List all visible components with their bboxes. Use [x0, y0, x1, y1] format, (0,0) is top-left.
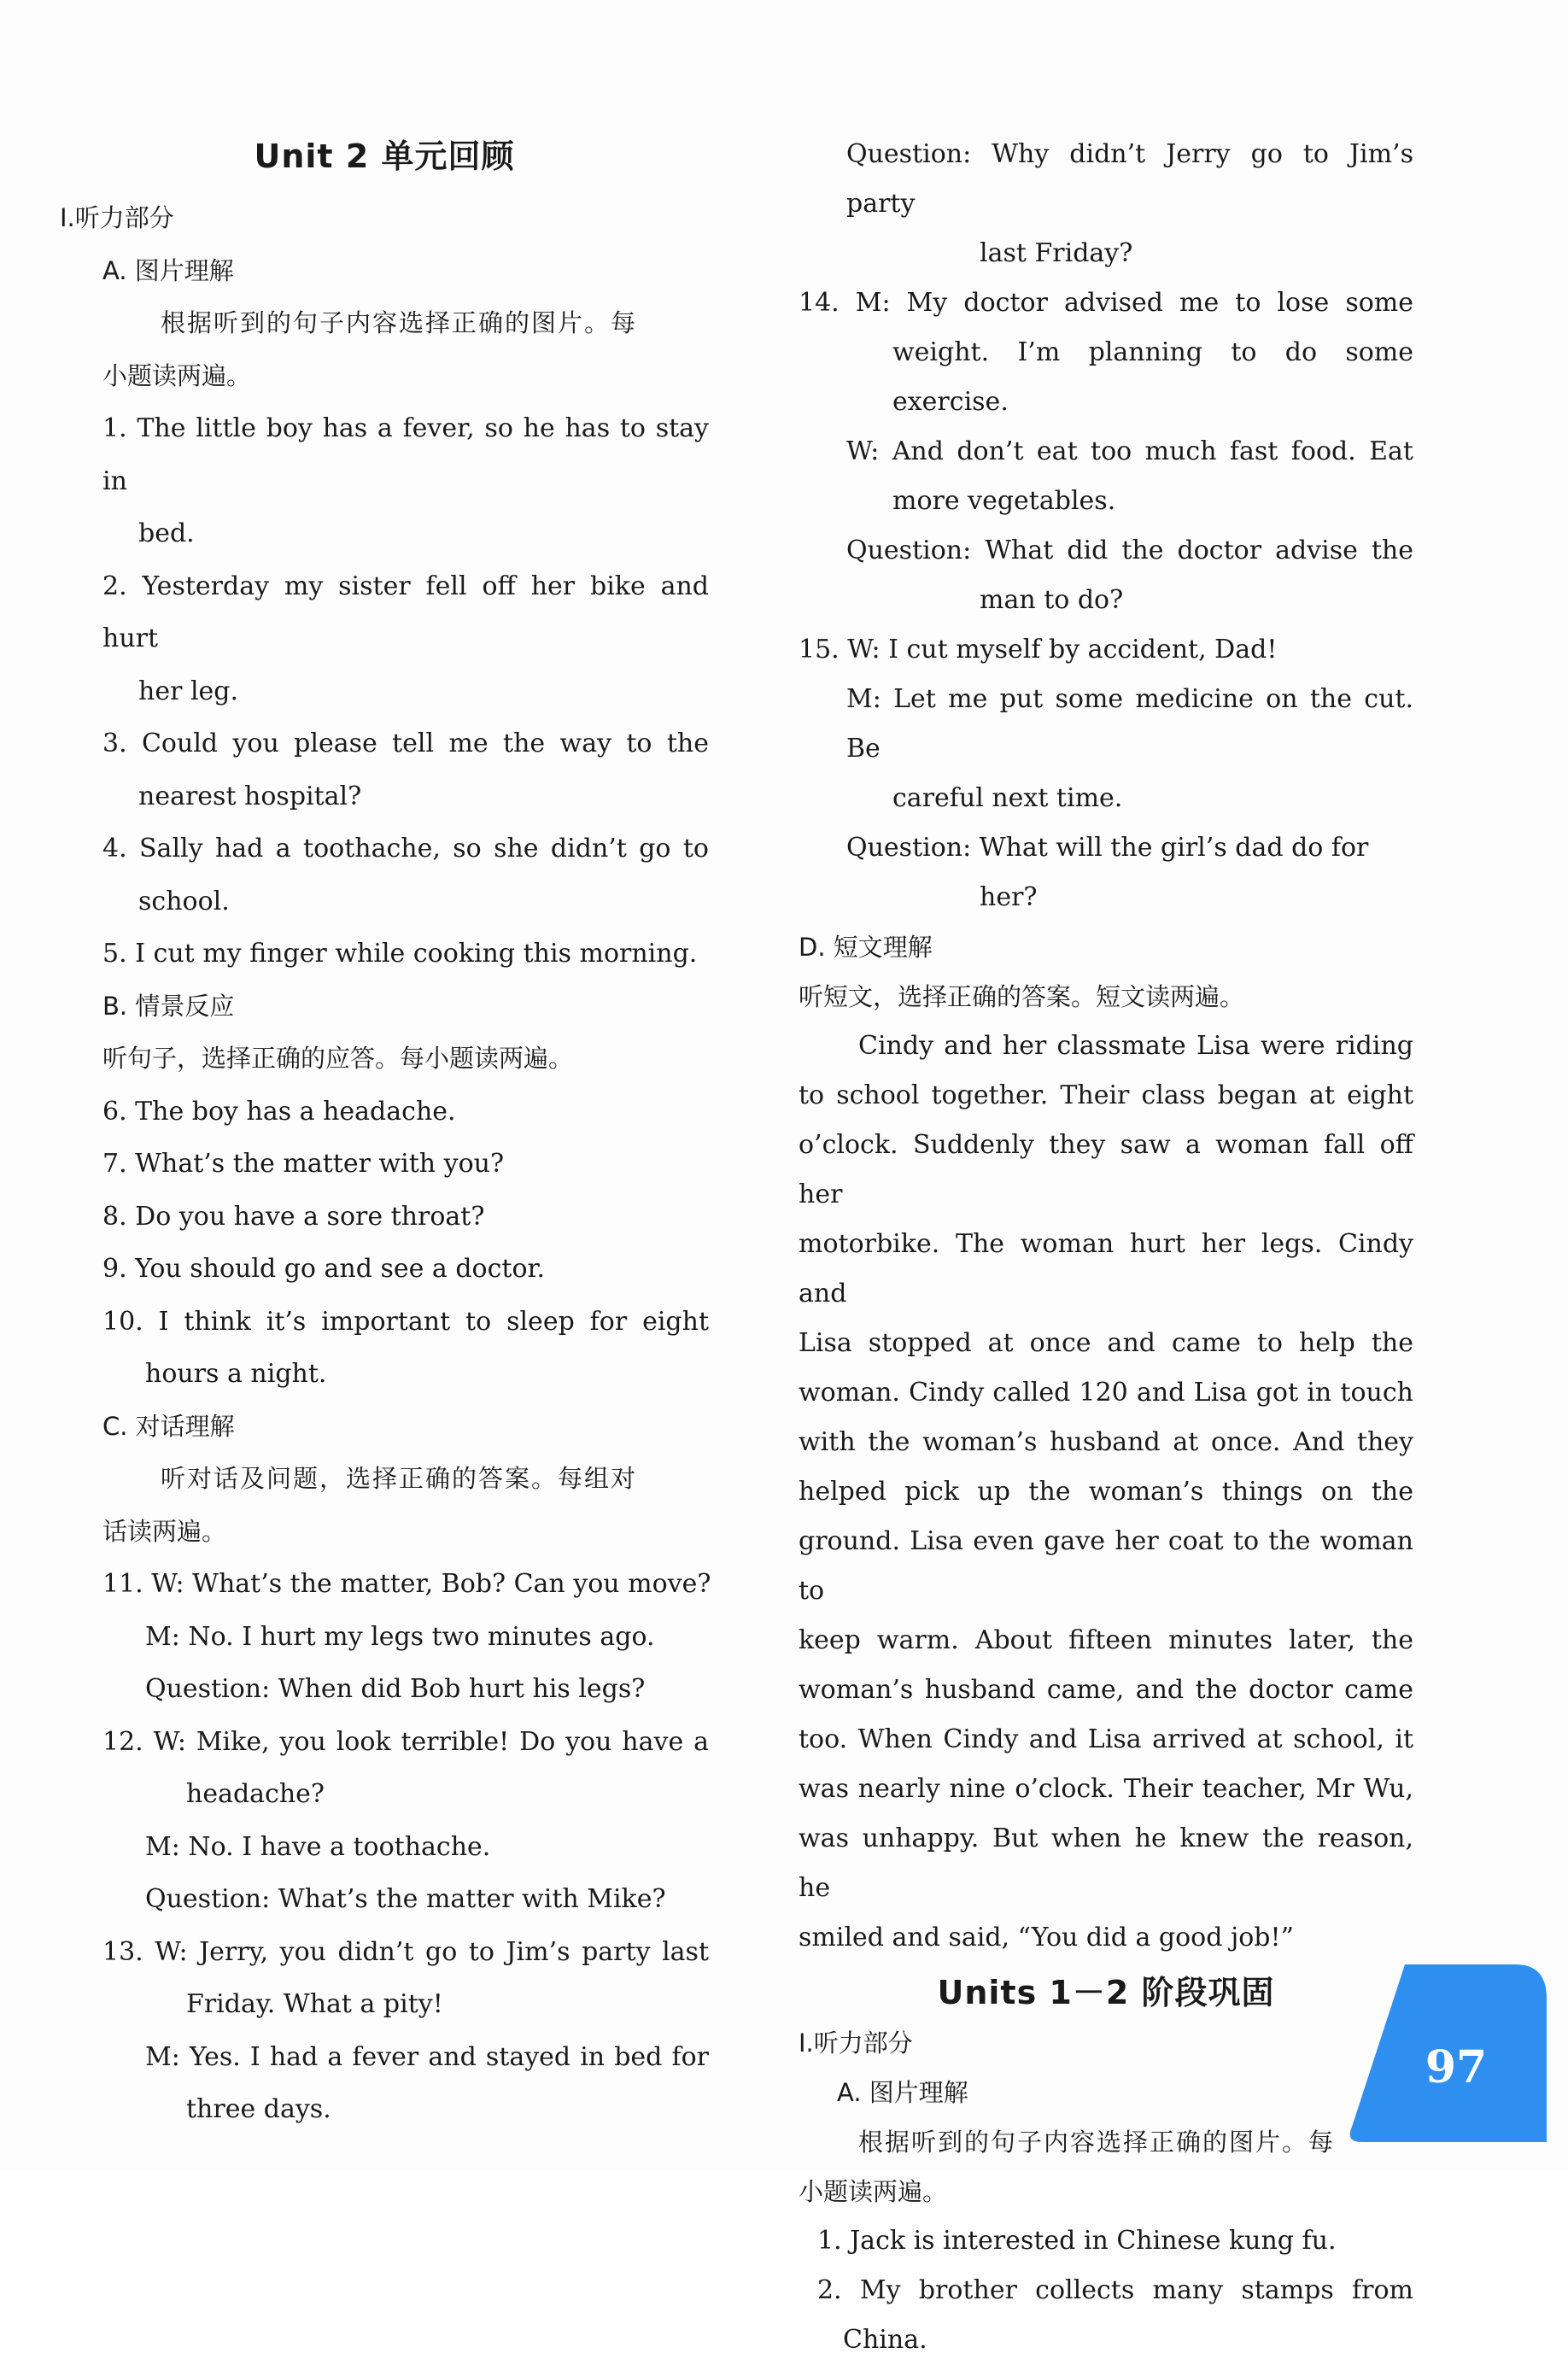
section-c-heading: C. 对话理解 [102, 1411, 235, 1441]
passage-line: o’clock. Suddenly they saw a woman fall off her [799, 1130, 1413, 1209]
passage-line: motorbike. The woman hurt her legs. Cindy and [799, 1229, 1413, 1308]
part-heading-2: Ⅰ.听力部分 [799, 2028, 913, 2058]
question-15-question: Question: What will the girl’s dad do for [846, 833, 1369, 863]
question-14-question-cont: man to do? [980, 585, 1124, 615]
new-question-1: 1. Jack is interested in Chinese kung fu. [817, 2226, 1337, 2256]
question-10-cont: hours a night. [145, 1359, 327, 1389]
question-2-cont: her leg. [138, 676, 239, 706]
question-13-m-cont: three days. [186, 2094, 331, 2124]
question-14-question: Question: What did the doctor advise the [846, 536, 1413, 565]
passage-line: too. When Cindy and Lisa arrived at school, it [799, 1724, 1413, 1754]
section-a-instruction-2: 根据听到的句子内容选择正确的图片。每 [858, 2128, 1336, 2157]
question-13-cont: Friday. What a pity! [186, 1989, 443, 2019]
passage-line: helped pick up the woman’s things on the [799, 1477, 1413, 1507]
question-6: 6. The boy has a headache. [102, 1096, 456, 1127]
passage-line: to school together. Their class began at eight [799, 1080, 1413, 1110]
question-15-m: M: Let me put some medicine on the cut. Be [846, 684, 1413, 764]
passage-line: Lisa stopped at once and came to help the [799, 1328, 1413, 1358]
question-13-question-cont: last Friday? [980, 238, 1133, 268]
passage-line: was nearly nine o’clock. Their teacher, Mr Wu, [799, 1774, 1413, 1804]
section-a-instruction: 根据听到的句子内容选择正确的图片。每 [161, 308, 638, 337]
page-number: 97 [1425, 2041, 1488, 2093]
question-15-m-cont: careful next time. [892, 783, 1123, 813]
passage-line: with the woman’s husband at once. And they [799, 1427, 1413, 1457]
part-heading: Ⅰ.听力部分 [60, 203, 174, 232]
question-12-question: Question: What’s the matter with Mike? [145, 1884, 666, 1914]
question-13-question: Question: Why didn’t Jerry go to Jim’s party [846, 139, 1413, 219]
new-question-2: 2. My brother collects many stamps from [817, 2275, 1413, 2305]
question-9: 9. You should go and see a doctor. [102, 1254, 546, 1284]
question-11: 11. W: What’s the matter, Bob? Can you move? [102, 1569, 711, 1599]
question-1: 1. The little boy has a fever, so he has to stay in [102, 413, 709, 496]
section-a-heading-2: A. 图片理解 [837, 2078, 968, 2107]
section-b-instruction: 听句子，选择正确的应答。每小题读两遍。 [102, 1044, 574, 1073]
question-3-cont: nearest hospital? [138, 781, 362, 811]
question-3: 3. Could you please tell me the way to the [102, 729, 709, 758]
left-column [60, 120, 709, 2136]
passage-line: was unhappy. But when he knew the reason, he [799, 1824, 1413, 1903]
right-column [799, 130, 1413, 2365]
question-14-cont: weight. I’m planning to do some exercise. [892, 337, 1413, 417]
question-1-cont: bed. [138, 518, 195, 548]
section-b-heading: B. 情景反应 [102, 991, 235, 1021]
question-12-m: M: No. I have a toothache. [145, 1831, 491, 1862]
section-a-instruction-2-cont: 小题读两遍。 [799, 2177, 948, 2206]
question-15-question-cont: her? [980, 882, 1038, 912]
question-8: 8. Do you have a sore throat? [102, 1201, 485, 1232]
question-11-question: Question: When did Bob hurt his legs? [145, 1674, 646, 1704]
section-a-instruction-cont: 小题读两遍。 [102, 360, 252, 390]
section-c-instruction-cont: 话读两遍。 [102, 1516, 227, 1546]
question-5: 5. I cut my finger while cooking this morning. [102, 939, 698, 969]
question-12-cont: headache? [186, 1779, 325, 1809]
question-4-cont: school. [138, 886, 230, 916]
passage-line: Cindy and her classmate Lisa were riding [858, 1031, 1413, 1061]
section-d-instruction: 听短文，选择正确的答案。短文读两遍。 [799, 982, 1245, 1011]
passage-line: keep warm. About fifteen minutes later, the [799, 1625, 1413, 1655]
passage-line: smiled and said, “You did a good job!” [799, 1923, 1294, 1952]
question-14-w-cont: more vegetables. [892, 486, 1116, 516]
section-a-heading: A. 图片理解 [102, 255, 234, 285]
question-11-m: M: No. I hurt my legs two minutes ago. [145, 1621, 655, 1652]
question-10: 10. I think it’s important to sleep for eight [102, 1306, 709, 1337]
new-question-2-cont: China. [843, 2325, 927, 2355]
question-4: 4. Sally had a toothache, so she didn’t go to [102, 834, 709, 863]
question-12: 12. W: Mike, you look terrible! Do you have a [102, 1726, 709, 1757]
question-7: 7. What’s the matter with you? [102, 1149, 505, 1179]
question-13: 13. W: Jerry, you didn’t go to Jim’s party last [102, 1936, 709, 1967]
units-title: Units 1－2 阶段巩固 [937, 1974, 1275, 2011]
unit-title: Unit 2 单元回顾 [254, 138, 515, 175]
section-d-heading: D. 短文理解 [799, 933, 933, 962]
question-14: 14. M: My doctor advised me to lose some [799, 288, 1413, 318]
question-2: 2. Yesterday my sister fell off her bike and hurt [102, 571, 709, 653]
question-14-w: W: And don’t eat too much fast food. Eat [846, 436, 1413, 466]
passage [799, 1022, 1413, 1963]
section-c-instruction: 听对话及问题，选择正确的答案。每组对 [161, 1464, 638, 1493]
passage-line: ground. Lisa even gave her coat to the woman to [799, 1526, 1413, 1606]
passage-line: woman’s husband came, and the doctor came [799, 1675, 1413, 1705]
question-13-m: M: Yes. I had a fever and stayed in bed for [145, 2041, 709, 2072]
passage-line: woman. Cindy called 120 and Lisa got in touch [799, 1378, 1413, 1408]
question-15: 15. W: I cut myself by accident, Dad! [799, 635, 1278, 664]
